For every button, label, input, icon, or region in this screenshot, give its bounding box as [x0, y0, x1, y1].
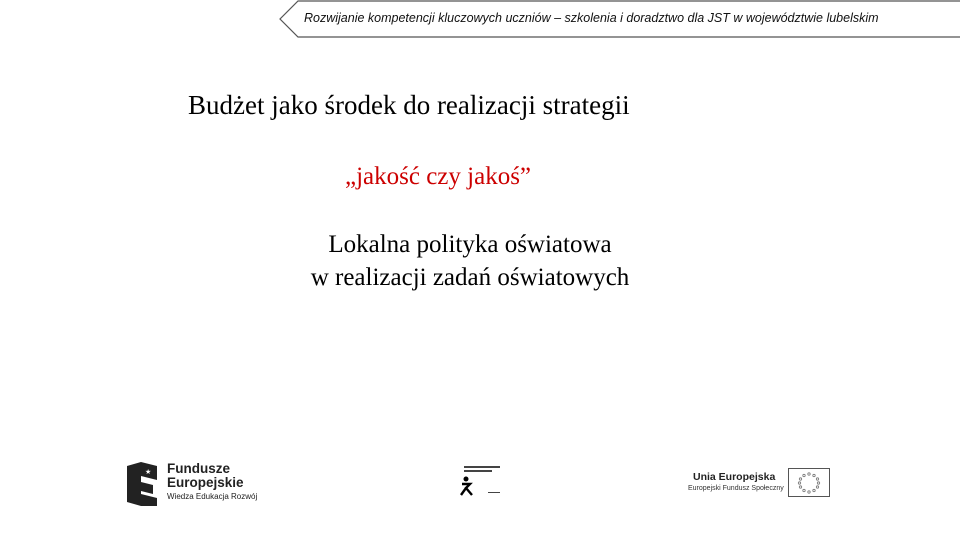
slide-title: Budżet jako środek do realizacji strategii: [188, 90, 630, 120]
funds-logo-name: Fundusze Europejskie: [167, 461, 244, 490]
eu-flag-icon: [788, 468, 830, 497]
svg-text:★: ★: [145, 468, 152, 476]
slide-subtitle: „jakość czy jakoś”: [345, 163, 532, 190]
slide-body: [220, 228, 720, 294]
body-line-2: w realizacji zadań oświatowych: [310, 264, 630, 291]
figure-icon: [460, 476, 480, 496]
funds-logo-tagline: Wiedza Edukacja Rozwój: [167, 492, 258, 501]
project-title: Rozwijanie kompetencji kluczowych uczniów – szkolenia i doradztwo dla JST w województwie lubelskim: [304, 11, 879, 25]
eu-logo-name: Unia Europejska: [693, 471, 776, 483]
region-logo: [460, 464, 506, 498]
eu-logo: [688, 468, 834, 498]
header-banner: [278, 0, 960, 38]
funds-logo-icon: [127, 462, 159, 506]
funds-logo: [127, 462, 267, 506]
eu-logo-fund: Europejski Fundusz Społeczny: [688, 485, 784, 492]
body-line-1: Lokalna polityka oświatowa: [328, 231, 612, 258]
